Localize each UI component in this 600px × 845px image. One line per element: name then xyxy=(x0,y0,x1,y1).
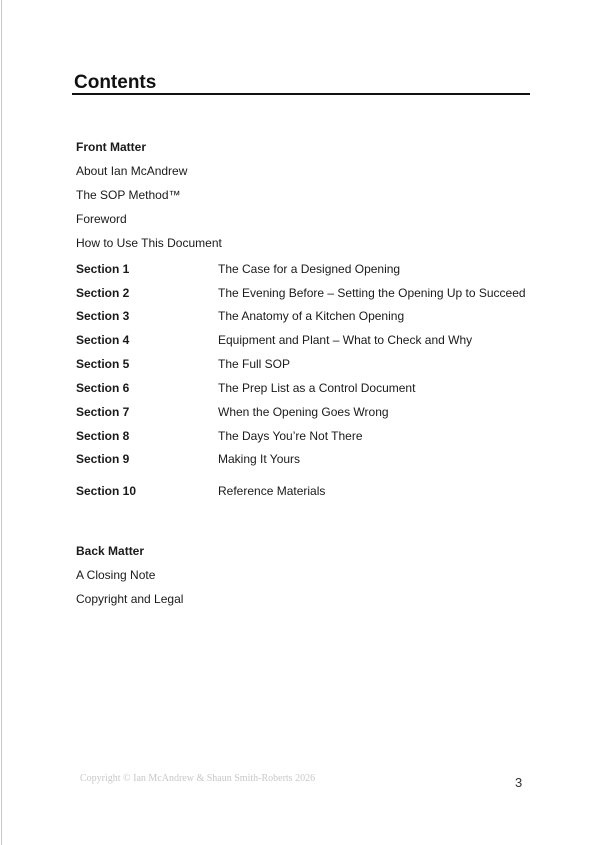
section-8-label: Section 8 xyxy=(76,429,130,443)
footer-copyright: Copyright © Ian McAndrew & Shaun Smith-Roberts 2026 xyxy=(80,773,316,784)
toc-item-foreword[interactable]: Foreword xyxy=(76,212,127,226)
page-title: Contents xyxy=(74,72,157,93)
section-9-label: Section 9 xyxy=(76,452,130,466)
section-6-title[interactable]: The Prep List as a Control Document xyxy=(218,381,416,395)
section-7-label: Section 7 xyxy=(76,405,130,419)
section-7-title[interactable]: When the Opening Goes Wrong xyxy=(218,405,389,419)
toc-item-about[interactable]: About Ian McAndrew xyxy=(76,164,188,178)
toc-item-copyright-legal[interactable]: Copyright and Legal xyxy=(76,592,184,606)
section-6-label: Section 6 xyxy=(76,381,130,395)
section-5-label: Section 5 xyxy=(76,357,130,371)
section-2-label: Section 2 xyxy=(76,286,130,300)
section-10-title[interactable]: Reference Materials xyxy=(218,484,326,498)
title-underline xyxy=(72,93,530,95)
page-number: 3 xyxy=(515,775,523,790)
toc-item-sop-method[interactable]: The SOP Method™ xyxy=(76,188,181,202)
section-8-title[interactable]: The Days You’re Not There xyxy=(218,429,363,443)
section-1-title[interactable]: The Case for a Designed Opening xyxy=(218,262,401,276)
section-3-label: Section 3 xyxy=(76,309,130,323)
section-4-label: Section 4 xyxy=(76,333,130,347)
section-5-title[interactable]: The Full SOP xyxy=(218,357,291,371)
page-edge xyxy=(1,0,2,845)
section-4-title[interactable]: Equipment and Plant – What to Check and Why xyxy=(218,333,473,347)
section-1-label: Section 1 xyxy=(76,262,130,276)
section-9-title[interactable]: Making It Yours xyxy=(218,452,301,466)
toc-item-how-to-use[interactable]: How to Use This Document xyxy=(76,236,222,250)
front-matter-heading: Front Matter xyxy=(76,140,146,154)
section-2-title[interactable]: The Evening Before – Setting the Opening Up to Succeed xyxy=(218,286,526,300)
section-3-title[interactable]: The Anatomy of a Kitchen Opening xyxy=(218,309,405,323)
toc-item-closing-note[interactable]: A Closing Note xyxy=(76,568,156,582)
back-matter-heading: Back Matter xyxy=(76,544,145,558)
section-10-label: Section 10 xyxy=(76,484,137,498)
